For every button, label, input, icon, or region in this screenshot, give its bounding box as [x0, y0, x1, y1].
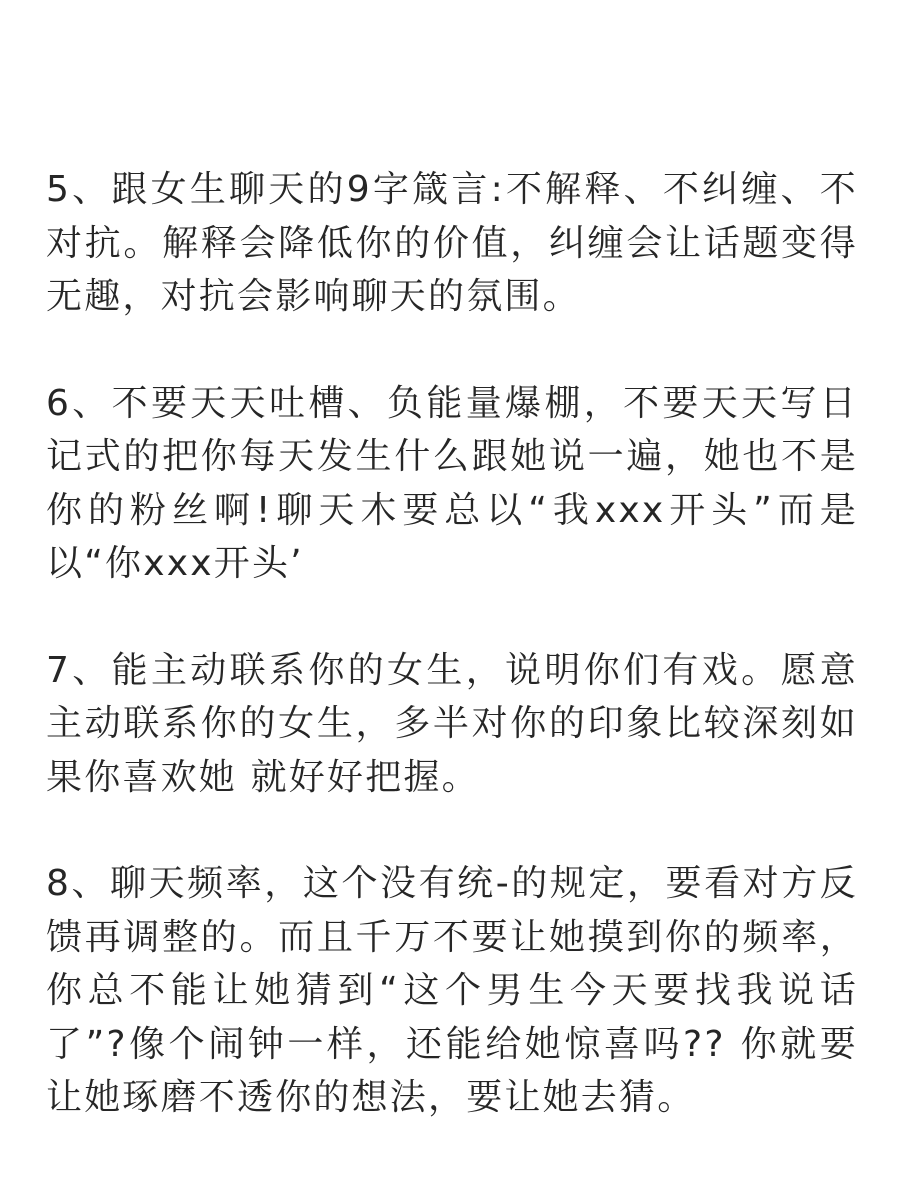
tip-paragraph-6: 6、不要天天吐槽、负能量爆棚，不要天天写日记式的把你每天发生什么跟她说一遍，她也不是你的粉丝啊!聊天木要总以“我xxx开头”而是以“你xxx开头’: [46, 382, 858, 584]
tip-paragraph-7: 7、能主动联系你的女生，说明你们有戏。愿意主动联系你的女生，多半对你的印象比较深刻如果你喜欢她 就好好把握。: [46, 649, 858, 798]
tip-paragraph-5: 5、跟女生聊天的9字箴言:不解释、不纠缠、不对抗。解释会降低你的价值，纠缠会让话题变得无趣，对抗会影响聊天的氛围。: [46, 169, 858, 317]
tips-article: [46, 163, 858, 1178]
tip-paragraph-8: 8、聊天频率，这个没有统-的规定，要看对方反馈再调整的。而且千万不要让她摸到你的频率，你总不能让她猜到“这个男生今天要找我说话了”?像个闹钟一样，还能给她惊喜吗?? 你就要让她琢磨不透你的想法，要让她去猜。: [46, 863, 858, 1118]
